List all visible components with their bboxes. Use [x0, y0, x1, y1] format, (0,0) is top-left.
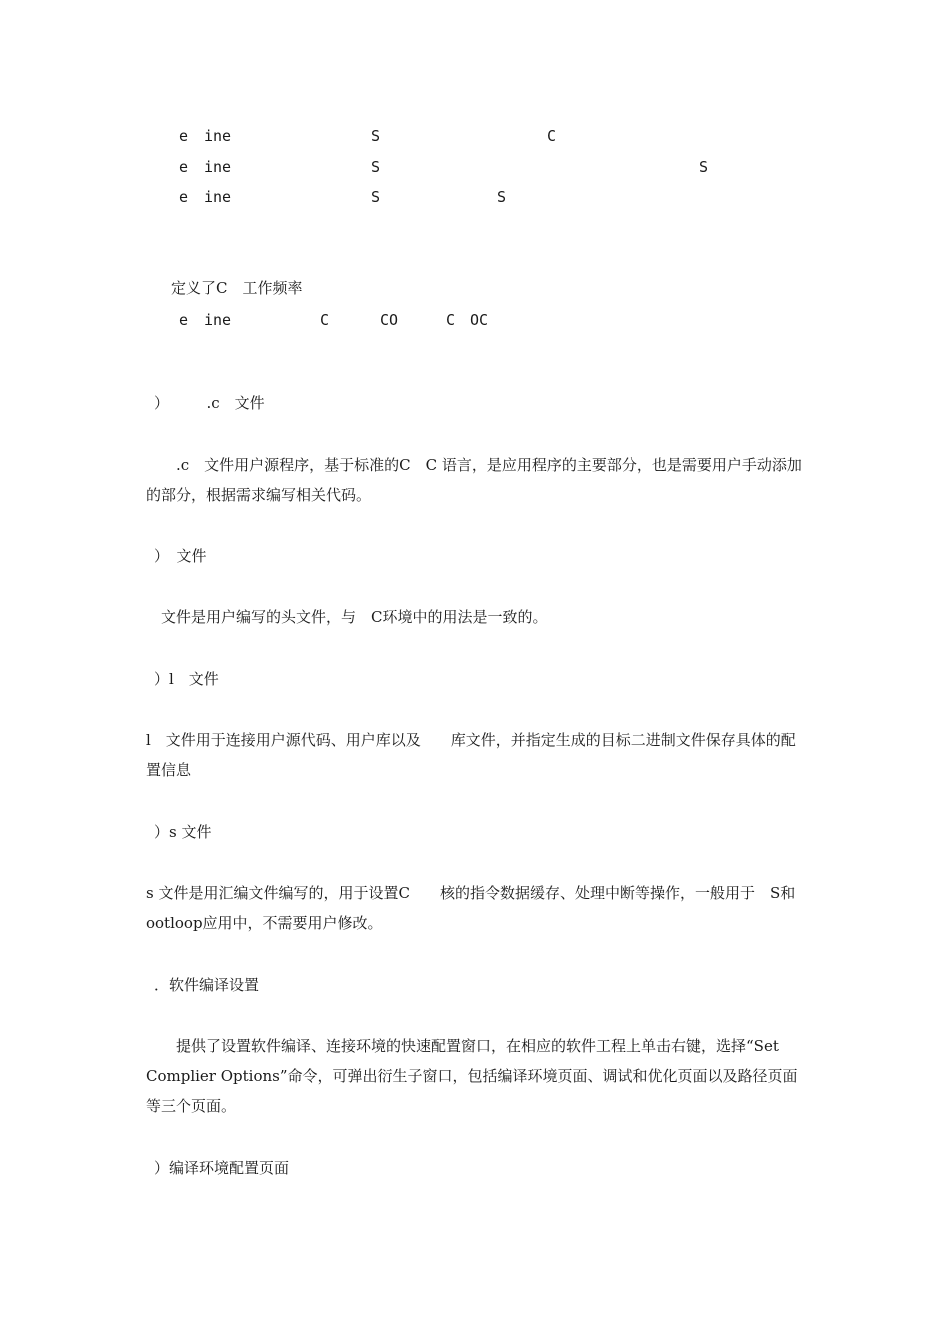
section-heading-l-file: ）l 文件 — [154, 670, 219, 688]
define-line-1-col4: C — [547, 127, 557, 145]
define-line-2-col5: S — [699, 158, 709, 176]
freq-define-col2: ine — [204, 311, 232, 329]
define-line-2-col2: ine — [204, 158, 232, 176]
section-heading-compile-env-page: ）编译环境配置页面 — [154, 1159, 290, 1177]
define-line-2-col3: S — [371, 158, 381, 176]
freq-define-col4: CO — [380, 311, 399, 329]
section-body-c-file: .c 文件用户源程序，基于标准的C C 语言，是应用程序的主要部分，也是需要用户手动添加的部分，根据需求编写相关代码。 — [146, 456, 802, 504]
section-heading-h-file: ） 文件 — [154, 547, 207, 565]
section-body-s-file: s 文件是用汇编文件编写的，用于设置C 核的指令数据缓存、处理中断等操作，一般用于 S和 ootloop应用中，不需要用户修改。 — [146, 884, 826, 932]
define-line-3-col3: S — [371, 188, 381, 206]
section-body-compile-settings: 提供了设置软件编译、连接环境的快速配置窗口，在相应的软件工程上单击右键，选择“Set Complier Options”命令，可弹出衍生子窗口，包括编译环境页面、调试和优化页面以及路径页面等三个页面。 — [146, 1037, 798, 1115]
define-line-1-col1: e — [179, 127, 189, 145]
freq-define-col3: C — [320, 311, 330, 329]
section-heading-c-file: ） .c 文件 — [154, 394, 265, 412]
section-heading-compile-settings: ．软件编译设置 — [154, 976, 260, 994]
define-line-1-col3: S — [371, 127, 381, 145]
cpu-freq-note: 定义了C 工作频率 — [171, 279, 303, 297]
section-body-l-file: l 文件用于连接用户源代码、用户库以及 库文件，并指定生成的目标二进制文件保存具体的配置信息 — [146, 731, 796, 779]
define-line-3-col2: ine — [204, 188, 232, 206]
define-line-3-col1: e — [179, 188, 189, 206]
freq-define-col1: e — [179, 311, 189, 329]
define-line-2-col1: e — [179, 158, 189, 176]
define-line-3-col4: S — [497, 188, 507, 206]
section-heading-s-file: ）s 文件 — [154, 823, 212, 841]
section-body-h-file: 文件是用户编写的头文件，与 C环境中的用法是一致的。 — [146, 608, 548, 626]
freq-define-col5: C OC — [446, 311, 489, 329]
define-line-1-col2: ine — [204, 127, 232, 145]
